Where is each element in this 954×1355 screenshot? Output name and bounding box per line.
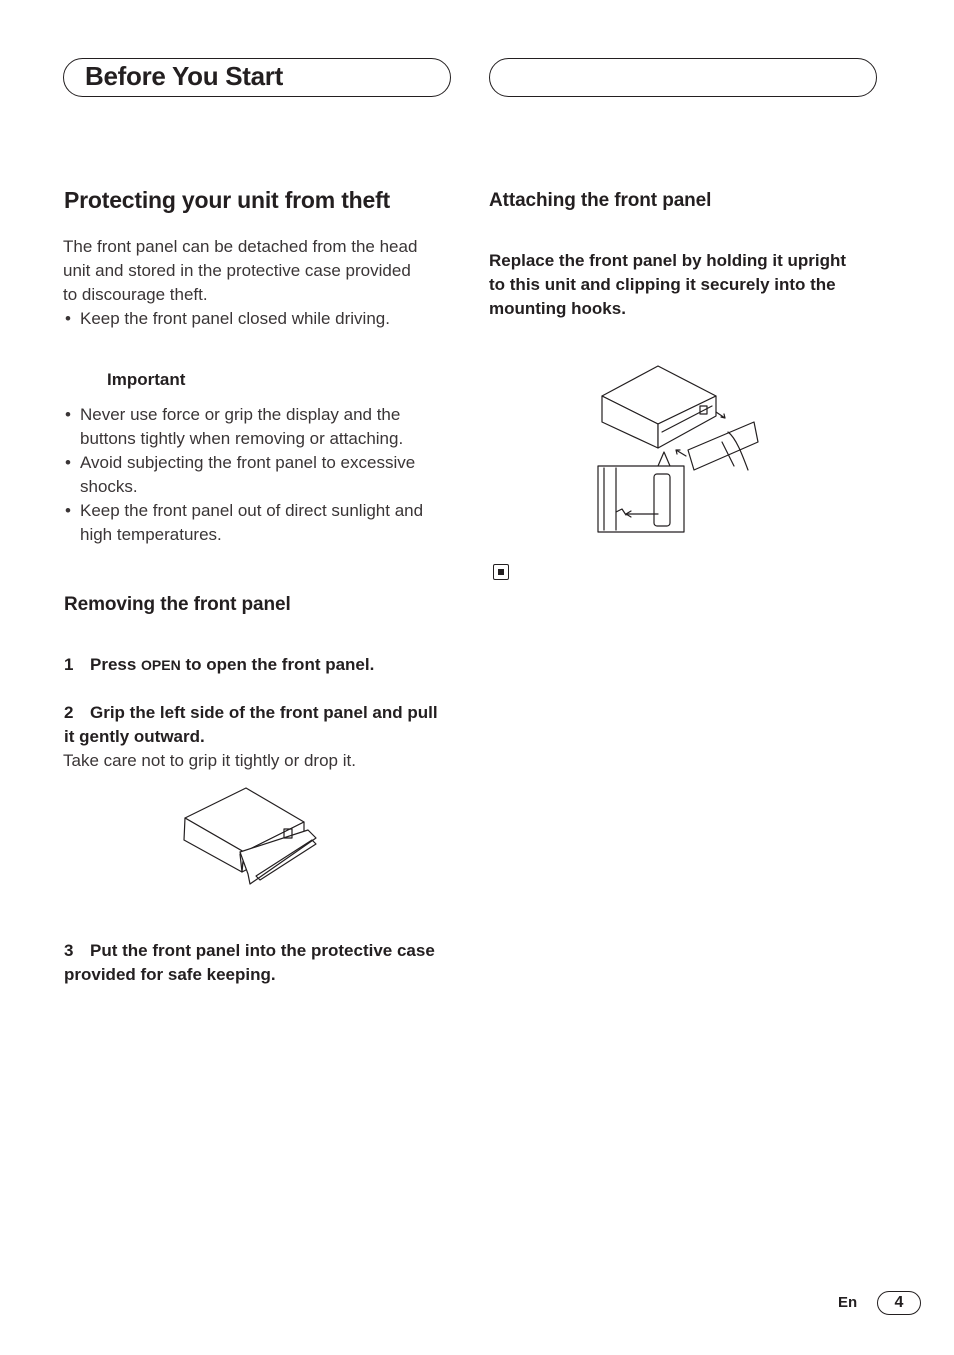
page-number: 4 — [877, 1291, 921, 1315]
header-title-box — [63, 58, 451, 97]
intro-bullet: • Keep the front panel closed while driving. — [63, 307, 453, 331]
bullet-line: high temperatures. — [80, 525, 222, 544]
step-1 — [64, 653, 374, 677]
bullet-line: shocks. — [80, 477, 138, 496]
open-key-label: OPEN — [141, 657, 181, 673]
instruction-line: mounting hooks. — [489, 299, 626, 318]
instruction-line: Replace the front panel by holding it upright — [489, 251, 846, 270]
step-3 — [64, 939, 459, 987]
step-2 — [64, 701, 459, 749]
step-number: 1 — [64, 655, 74, 674]
removing-panel-illustration — [180, 784, 330, 886]
intro-line: unit and stored in the protective case provided — [63, 261, 411, 280]
instruction-line: to this unit and clipping it securely into the — [489, 275, 836, 294]
important-label: Important — [107, 370, 186, 389]
attaching-instruction — [489, 249, 884, 321]
bullet-line: • Never use force or grip the display and the — [80, 405, 401, 424]
step-text: Press — [90, 655, 142, 674]
removing-title: Removing the front panel — [64, 594, 291, 615]
callout-pointer — [658, 452, 670, 466]
header-right-box — [489, 58, 877, 97]
important-bullet — [63, 403, 458, 451]
intro-line: to discourage theft. — [63, 285, 208, 304]
attaching-panel-illustration — [596, 362, 762, 534]
detail-box — [598, 466, 684, 532]
important-bullet — [63, 499, 458, 547]
step-number: 3 — [64, 941, 74, 960]
important-bullet — [63, 451, 458, 499]
front-panel — [688, 422, 758, 470]
attaching-title: Attaching the front panel — [489, 190, 712, 211]
intro-line: The front panel can be detached from the head — [63, 237, 418, 256]
arrow-icon — [676, 450, 686, 456]
step-number: 2 — [64, 703, 74, 722]
intro-bullet-list — [63, 307, 453, 331]
bullet-line: • Avoid subjecting the front panel to excessive — [80, 453, 416, 472]
step-text: Put the front panel into the protective case — [90, 941, 435, 960]
important-bullet-list — [63, 403, 458, 547]
step-2-note: Take care not to grip it tightly or drop it. — [63, 751, 356, 770]
section-title-theft: Protecting your unit from theft — [64, 187, 391, 213]
language-label: En — [838, 1294, 858, 1311]
step-text: it gently outward. — [64, 727, 205, 746]
bullet-line: • Keep the front panel out of direct sunlight and — [80, 501, 424, 520]
bullet-line: buttons tightly when removing or attaching. — [80, 429, 404, 448]
step-text: Grip the left side of the front panel and pull — [90, 703, 438, 722]
intro-paragraph — [63, 235, 453, 331]
step-text: to open the front panel. — [180, 655, 375, 674]
section-end-icon — [493, 564, 509, 580]
step-text: provided for safe keeping. — [64, 965, 276, 984]
page-header-title: Before You Start — [85, 61, 283, 91]
arrow-icon — [716, 412, 725, 418]
